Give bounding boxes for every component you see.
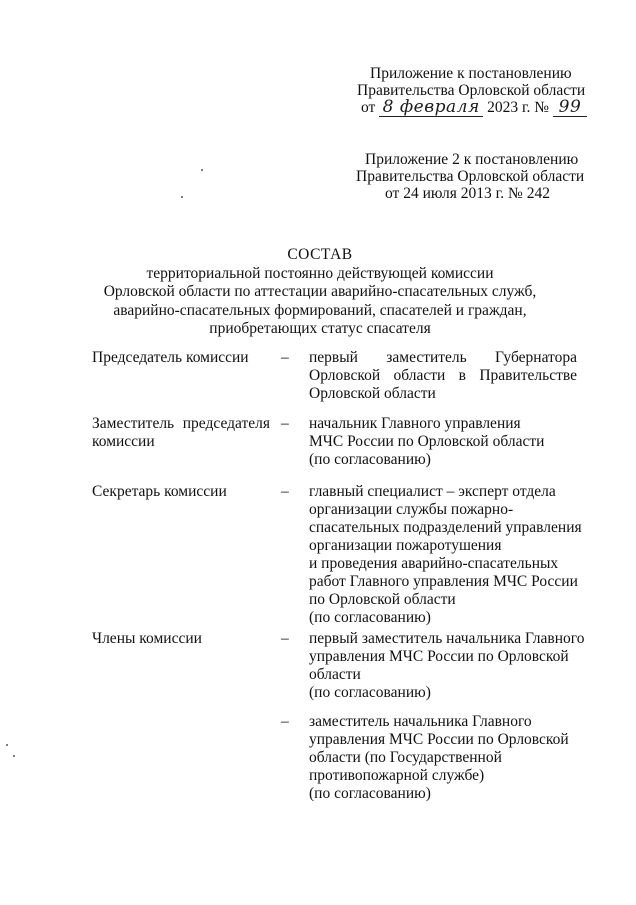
title-sub-line2: Орловской области по аттестации аварийно-спасательных служб, bbox=[103, 283, 537, 300]
dash-deputy-chairman: – bbox=[281, 415, 289, 432]
title-main: СОСТАВ bbox=[287, 246, 353, 263]
role-secretary: Секретарь комиссии bbox=[92, 483, 227, 500]
scan-speck bbox=[6, 744, 8, 746]
handwritten-number-text: 99 bbox=[558, 97, 582, 117]
appendix-current-line1: Приложение к постановлению bbox=[370, 65, 572, 82]
title-sub-line3: аварийно-спасательных формирований, спасателей и граждан, bbox=[113, 301, 527, 319]
desc-deputy-chairman: начальник Главного управления МЧС России по Орловской области (по согласованию) bbox=[309, 415, 545, 468]
title-sub-line4: приобретающих статус спасателя bbox=[209, 320, 431, 337]
dash-member-1: – bbox=[281, 630, 289, 647]
appendix-current-prefix: от bbox=[361, 99, 376, 116]
appendix-previous-line3: от 24 июля 2013 г. № 242 bbox=[385, 185, 550, 202]
dash-member-2: – bbox=[281, 713, 289, 730]
desc-chairman: первый заместитель Губернатора Орловской области в Правительстве Орловской области bbox=[309, 349, 577, 402]
appendix-previous-line2: Правительства Орловской области bbox=[356, 168, 585, 185]
appendix-previous-line1: Приложение 2 к постановлению bbox=[365, 151, 579, 168]
dash-secretary: – bbox=[281, 483, 289, 500]
appendix-current-year: 2023 г. № bbox=[487, 99, 550, 116]
role-chairman: Председатель комиссии bbox=[92, 349, 249, 366]
title-sub-line1: территориальной постоянно действующей комиссии bbox=[146, 264, 494, 282]
role-members: Члены комиссии bbox=[92, 630, 202, 647]
handwritten-date bbox=[379, 99, 483, 117]
desc-member-2: заместитель начальника Главного управления МЧС России по Орловской области (по Государственной противопожарной службе) (по согласованию) bbox=[309, 713, 569, 802]
scan-speck bbox=[13, 755, 15, 757]
desc-secretary: главный специалист – эксперт отдела организации службы пожарно- спасательных подразделений управления организации пожаротушения и проведения аварийно-спасательных работ Главного управления МЧС России по Орловской области (по согласованию) bbox=[309, 483, 582, 626]
dash-chairman: – bbox=[281, 349, 289, 366]
role-deputy-chairman: Заместитель председателя комиссии bbox=[92, 415, 270, 450]
appendix-current-line2: Правительства Орловской области bbox=[357, 82, 586, 99]
scan-speck bbox=[181, 196, 183, 198]
scan-speck bbox=[201, 169, 203, 171]
appendix-current-line3 bbox=[361, 98, 587, 117]
handwritten-number bbox=[553, 99, 587, 117]
desc-member-1: первый заместитель начальника Главного управления МЧС России по Орловской области (по согласованию) bbox=[309, 630, 585, 701]
handwritten-date-text: 8 февраля bbox=[382, 97, 480, 117]
document-title bbox=[70, 246, 570, 339]
